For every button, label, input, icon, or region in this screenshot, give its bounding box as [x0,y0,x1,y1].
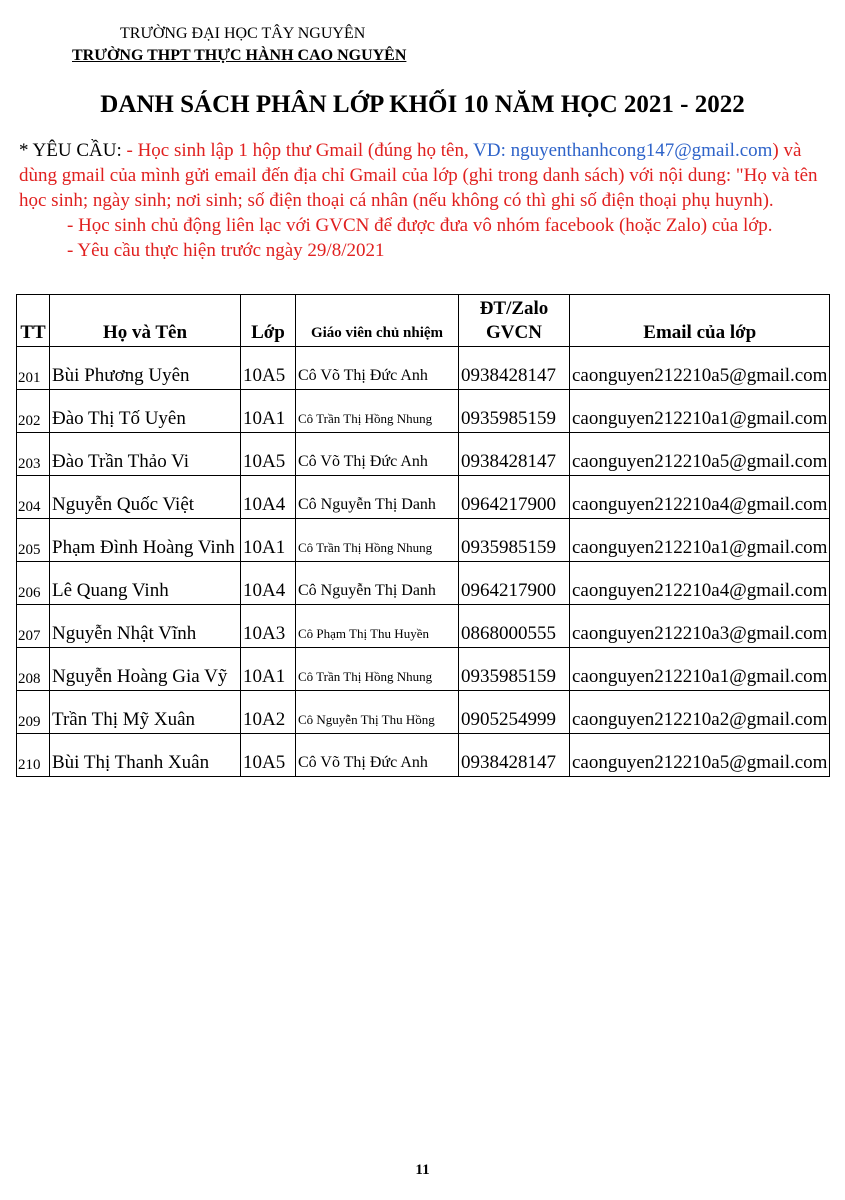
row-name: Phạm Đình Hoàng Vinh [50,519,241,562]
row-teacher: Cô Trần Thị Hồng Nhung [296,519,459,562]
row-phone: 0964217900 [459,562,570,605]
row-email: caonguyen212210a5@gmail.com [570,433,830,476]
table-row [17,734,830,777]
row-email: caonguyen212210a5@gmail.com [570,734,830,777]
row-phone: 0868000555 [459,605,570,648]
row-name: Đào Trần Thảo Vi [50,433,241,476]
row-class: 10A5 [241,433,296,476]
row-class: 10A5 [241,347,296,390]
row-teacher: Cô Trần Thị Hồng Nhung [296,390,459,433]
row-name: Đào Thị Tố Uyên [50,390,241,433]
row-email: caonguyen212210a2@gmail.com [570,691,830,734]
row-name: Lê Quang Vinh [50,562,241,605]
header-email: Email của lớp [570,295,830,347]
header-tt: TT [17,295,50,347]
requirement-prefix: * YÊU CẦU: [19,140,127,161]
row-name: Trần Thị Mỹ Xuân [50,691,241,734]
row-phone: 0964217900 [459,476,570,519]
row-teacher: Cô Võ Thị Đức Anh [296,433,459,476]
row-class: 10A2 [241,691,296,734]
row-email: caonguyen212210a1@gmail.com [570,648,830,691]
table-row [17,605,830,648]
requirement-part1: - Học sinh lập 1 hộp thư Gmail (đúng họ tên, [126,140,474,161]
page-title: DANH SÁCH PHÂN LỚP KHỐI 10 NĂM HỌC 2021 - 2022 [100,91,745,118]
row-teacher: Cô Võ Thị Đức Anh [296,347,459,390]
row-tt: 207 [17,605,50,648]
requirement-line3: - Học sinh chủ động liên lạc với GVCN để được đưa vô nhóm facebook (hoặc Zalo) của lớp. [67,215,773,236]
requirement-example: VD: nguyenthanhcong147@gmail.com [473,140,773,161]
header-name: Họ và Tên [50,295,241,347]
row-teacher: Cô Nguyễn Thị Thu Hồng [296,691,459,734]
row-name: Bùi Thị Thanh Xuân [50,734,241,777]
row-tt: 201 [17,347,50,390]
row-email: caonguyen212210a4@gmail.com [570,562,830,605]
row-phone: 0935985159 [459,519,570,562]
table-row [17,519,830,562]
table-row [17,390,830,433]
row-class: 10A4 [241,562,296,605]
school-name: TRƯỜNG THPT THỰC HÀNH CAO NGUYÊN [72,47,407,64]
row-tt: 208 [17,648,50,691]
row-phone: 0938428147 [459,734,570,777]
row-email: caonguyen212210a5@gmail.com [570,347,830,390]
university-name: TRƯỜNG ĐẠI HỌC TÂY NGUYÊN [120,25,366,42]
table-row [17,562,830,605]
row-class: 10A1 [241,519,296,562]
row-teacher: Cô Võ Thị Đức Anh [296,734,459,777]
row-tt: 209 [17,691,50,734]
table-header-row [17,295,830,347]
row-tt: 210 [17,734,50,777]
row-class: 10A1 [241,648,296,691]
table-row [17,648,830,691]
page-number: 11 [415,1162,430,1178]
row-email: caonguyen212210a1@gmail.com [570,519,830,562]
header-phone: ĐT/Zalo GVCN [459,295,570,347]
row-phone: 0935985159 [459,648,570,691]
row-tt: 203 [17,433,50,476]
table-row [17,476,830,519]
row-tt: 202 [17,390,50,433]
row-teacher: Cô Phạm Thị Thu Huyền [296,605,459,648]
table-body [17,347,830,777]
row-tt: 204 [17,476,50,519]
class-list-table [16,294,830,777]
requirement-main [19,138,824,213]
table-row [17,691,830,734]
row-class: 10A3 [241,605,296,648]
requirements-block [19,138,824,263]
table-row [17,347,830,390]
row-class: 10A4 [241,476,296,519]
row-email: caonguyen212210a4@gmail.com [570,476,830,519]
row-name: Bùi Phương Uyên [50,347,241,390]
header-teacher: Giáo viên chủ nhiệm [296,295,459,347]
row-phone: 0935985159 [459,390,570,433]
row-email: caonguyen212210a1@gmail.com [570,390,830,433]
row-teacher: Cô Trần Thị Hồng Nhung [296,648,459,691]
requirement-line4: - Yêu cầu thực hiện trước ngày 29/8/2021 [67,240,385,261]
row-phone: 0938428147 [459,433,570,476]
row-teacher: Cô Nguyễn Thị Danh [296,476,459,519]
row-name: Nguyễn Hoàng Gia Vỹ [50,648,241,691]
row-class: 10A1 [241,390,296,433]
row-name: Nguyễn Quốc Việt [50,476,241,519]
row-phone: 0905254999 [459,691,570,734]
row-phone: 0938428147 [459,347,570,390]
requirement-part2: và dùng gmail của mình gửi email đến địa chỉ Gmail của lớp (ghi trong danh sách) với nội dung: "Họ và tên học sinh; ngày sinh; nơi sinh; số điện thoại cá nhân (nếu không có thì ghi số điện thoại phụ huynh). [19,140,818,211]
requirement-part1-end: ) [772,140,779,161]
row-class: 10A5 [241,734,296,777]
table-row [17,433,830,476]
row-name: Nguyễn Nhật Vĩnh [50,605,241,648]
header-class: Lớp [241,295,296,347]
row-tt: 206 [17,562,50,605]
row-email: caonguyen212210a3@gmail.com [570,605,830,648]
row-tt: 205 [17,519,50,562]
row-teacher: Cô Nguyễn Thị Danh [296,562,459,605]
